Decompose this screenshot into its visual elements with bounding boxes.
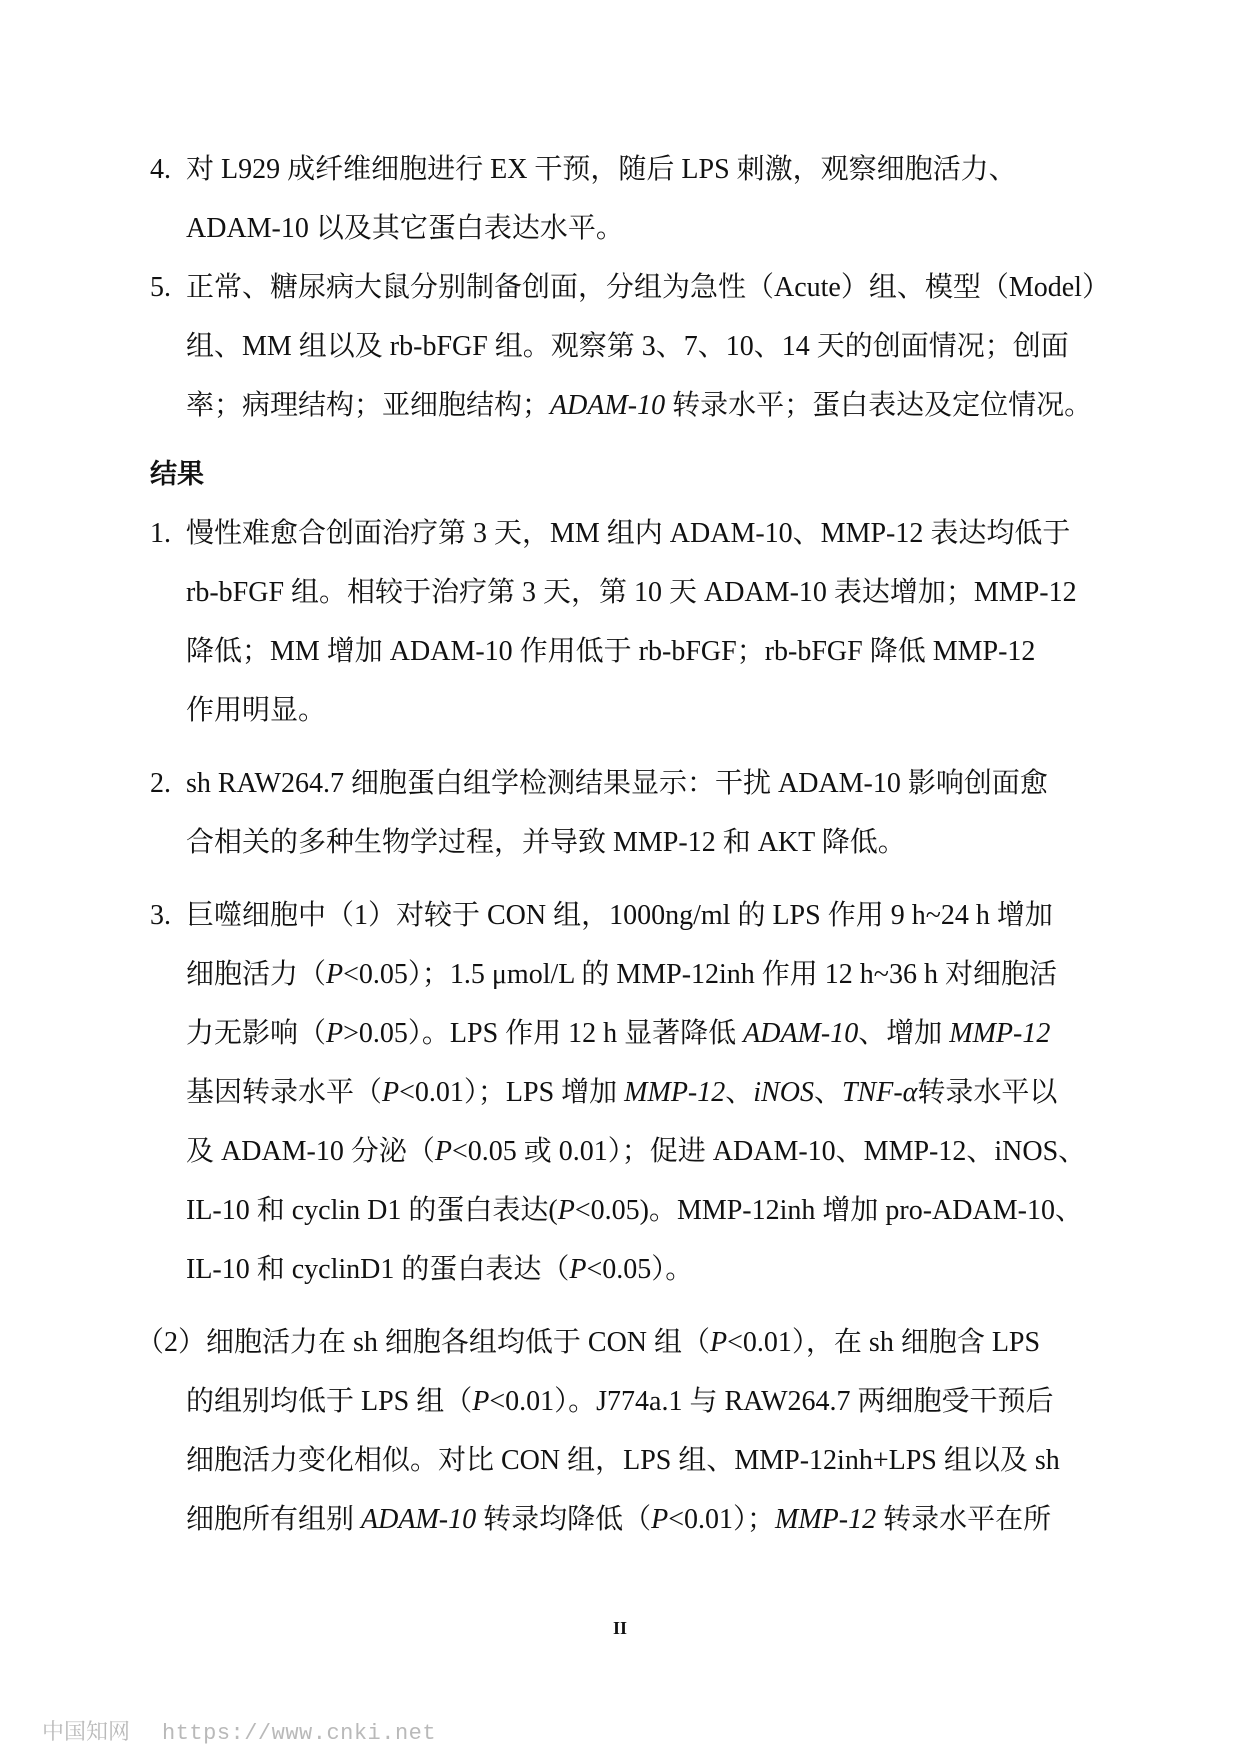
text-run: 转录水平以 — [917, 1077, 1058, 1108]
text-run: 、 — [813, 1077, 842, 1108]
text-run: 对 L929 成纤维细胞进行 EX 干预，随后 LPS 刺激，观察细胞活力、 — [186, 154, 1017, 185]
numbered-item — [150, 258, 1110, 435]
text-line — [150, 813, 1098, 872]
italic-term: ADAM-10 — [550, 390, 666, 421]
text-run: <0.01），在 sh 细胞含 LPS — [727, 1327, 1041, 1358]
text-run: <0.01）；LPS 增加 — [399, 1077, 625, 1108]
text-line — [150, 258, 1110, 317]
section-heading-results: 结果 — [150, 459, 204, 490]
italic-term: TNF-α — [841, 1077, 918, 1108]
text-line — [150, 1063, 1098, 1122]
text-run: 细胞活力（ — [186, 959, 327, 990]
text-run: <0.05）。 — [586, 1254, 694, 1285]
results-subparagraph-2 — [136, 1299, 1098, 1549]
text-run: 作用明显。 — [186, 695, 327, 726]
text-line — [150, 376, 1098, 435]
numbered-list-top — [150, 140, 1110, 435]
text-run: 基因转录水平（ — [186, 1077, 383, 1108]
numbered-item — [150, 504, 1098, 740]
text-run: 细胞活力变化相似。对比 CON 组，LPS 组、MMP-12inh+LPS 组以及 sh — [186, 1445, 1060, 1476]
italic-term: P — [651, 1504, 669, 1535]
text-run: 慢性难愈合创面治疗第 3 天，MM 组内 ADAM-10、MMP-12 表达均低于 — [186, 518, 1071, 549]
text-run: 转录水平在所 — [876, 1504, 1052, 1535]
italic-term: MMP-12 — [775, 1504, 877, 1535]
italic-term: ADAM-10 — [361, 1504, 477, 1535]
cnki-watermark — [42, 1715, 436, 1746]
italic-term: P — [710, 1327, 728, 1358]
text-line — [150, 1004, 1098, 1063]
text-line — [150, 504, 1098, 563]
text-line — [150, 1372, 1098, 1431]
text-run: 、 — [725, 1077, 754, 1108]
text-run: 率；病理结构；亚细胞结构； — [186, 390, 551, 421]
watermark-url: https://www.cnki.net — [162, 1721, 437, 1746]
text-line — [150, 1490, 1098, 1549]
results-list — [150, 504, 1098, 1299]
text-run: ADAM-10 以及其它蛋白表达水平。 — [186, 213, 624, 244]
item-number: 1. — [150, 518, 171, 549]
text-line — [150, 199, 1098, 258]
text-run: 的组别均低于 LPS 组（ — [186, 1386, 473, 1417]
text-line — [150, 754, 1098, 813]
text-line — [150, 1431, 1098, 1490]
text-run: 降低；MM 增加 ADAM-10 作用低于 rb-bFGF；rb-bFGF 降低 MMP-12 — [186, 636, 1036, 667]
text-line — [150, 1240, 1098, 1299]
italic-term: iNOS — [753, 1077, 814, 1108]
text-run: <0.05）；1.5 μmol/L 的 MMP-12inh 作用 12 h~36 h 对细胞活 — [343, 959, 1057, 990]
text-run: （2）细胞活力在 sh 细胞各组均低于 CON 组（ — [136, 1327, 711, 1358]
text-run: IL-10 和 cyclinD1 的蛋白表达（ — [186, 1254, 570, 1285]
text-line — [150, 1122, 1098, 1181]
text-run: 及 ADAM-10 分泌（ — [186, 1136, 435, 1167]
text-run: 转录水平；蛋白表达及定位情况。 — [665, 390, 1093, 421]
text-line — [150, 681, 1098, 740]
italic-term: P — [382, 1077, 400, 1108]
text-run: 巨噬细胞中（1）对较于 CON 组，1000ng/ml 的 LPS 作用 9 h~24 h 增加 — [186, 900, 1053, 931]
text-line — [150, 945, 1098, 1004]
italic-term: P — [326, 1018, 344, 1049]
italic-term: MMP-12 — [624, 1077, 726, 1108]
text-line — [150, 140, 1098, 199]
italic-term: MMP-12 — [949, 1018, 1051, 1049]
text-run: >0.05）。LPS 作用 12 h 显著降低 — [343, 1018, 744, 1049]
numbered-item — [150, 886, 1098, 1299]
text-run: 组、MM 组以及 rb-bFGF 组。观察第 3、7、10、14 天的创面情况；创面 — [186, 331, 1069, 362]
text-line — [136, 1313, 1098, 1372]
text-line — [150, 563, 1098, 622]
text-run: <0.01）； — [668, 1504, 776, 1535]
text-run: <0.05 或 0.01）；促进 ADAM-10、MMP-12、iNOS、 — [452, 1136, 1087, 1167]
text-run: 、增加 — [858, 1018, 950, 1049]
text-run: sh RAW264.7 细胞蛋白组学检测结果显示：干扰 ADAM-10 影响创面愈 — [186, 768, 1048, 799]
watermark-site-name: 中国知网 — [42, 1720, 131, 1745]
text-run: <0.05)。MMP-12inh 增加 pro-ADAM-10、 — [574, 1195, 1083, 1226]
italic-term: P — [326, 959, 344, 990]
italic-term: P — [569, 1254, 587, 1285]
page-number: II — [612, 1618, 627, 1638]
text-run: 正常、糖尿病大鼠分别制备创面，分组为急性（Acute）组、模型（Model） — [186, 272, 1110, 303]
text-run: 合相关的多种生物学过程，并导致 MMP-12 和 AKT 降低。 — [186, 827, 906, 858]
numbered-item — [150, 754, 1098, 872]
italic-term: P — [472, 1386, 490, 1417]
text-run: <0.01）。J774a.1 与 RAW264.7 两细胞受干预后 — [489, 1386, 1054, 1417]
text-line — [150, 622, 1098, 681]
italic-term: P — [557, 1195, 575, 1226]
item-number: 5. — [150, 272, 171, 303]
item-number: 3. — [150, 900, 171, 931]
text-run: rb-bFGF 组。相较于治疗第 3 天，第 10 天 ADAM-10 表达增加；MMP-12 — [186, 577, 1077, 608]
text-run: IL-10 和 cyclin D1 的蛋白表达( — [186, 1195, 558, 1226]
text-line — [150, 886, 1098, 945]
numbered-item — [150, 140, 1098, 258]
item-number: 4. — [150, 154, 171, 185]
text-line — [150, 317, 1098, 376]
italic-term: P — [434, 1136, 452, 1167]
text-run: 转录均降低（ — [476, 1504, 652, 1535]
text-run: 细胞所有组别 — [186, 1504, 362, 1535]
text-line — [150, 1181, 1098, 1240]
item-number: 2. — [150, 768, 171, 799]
page-content — [136, 140, 1110, 1549]
text-run: 力无影响（ — [186, 1018, 327, 1049]
italic-term: ADAM-10 — [743, 1018, 859, 1049]
